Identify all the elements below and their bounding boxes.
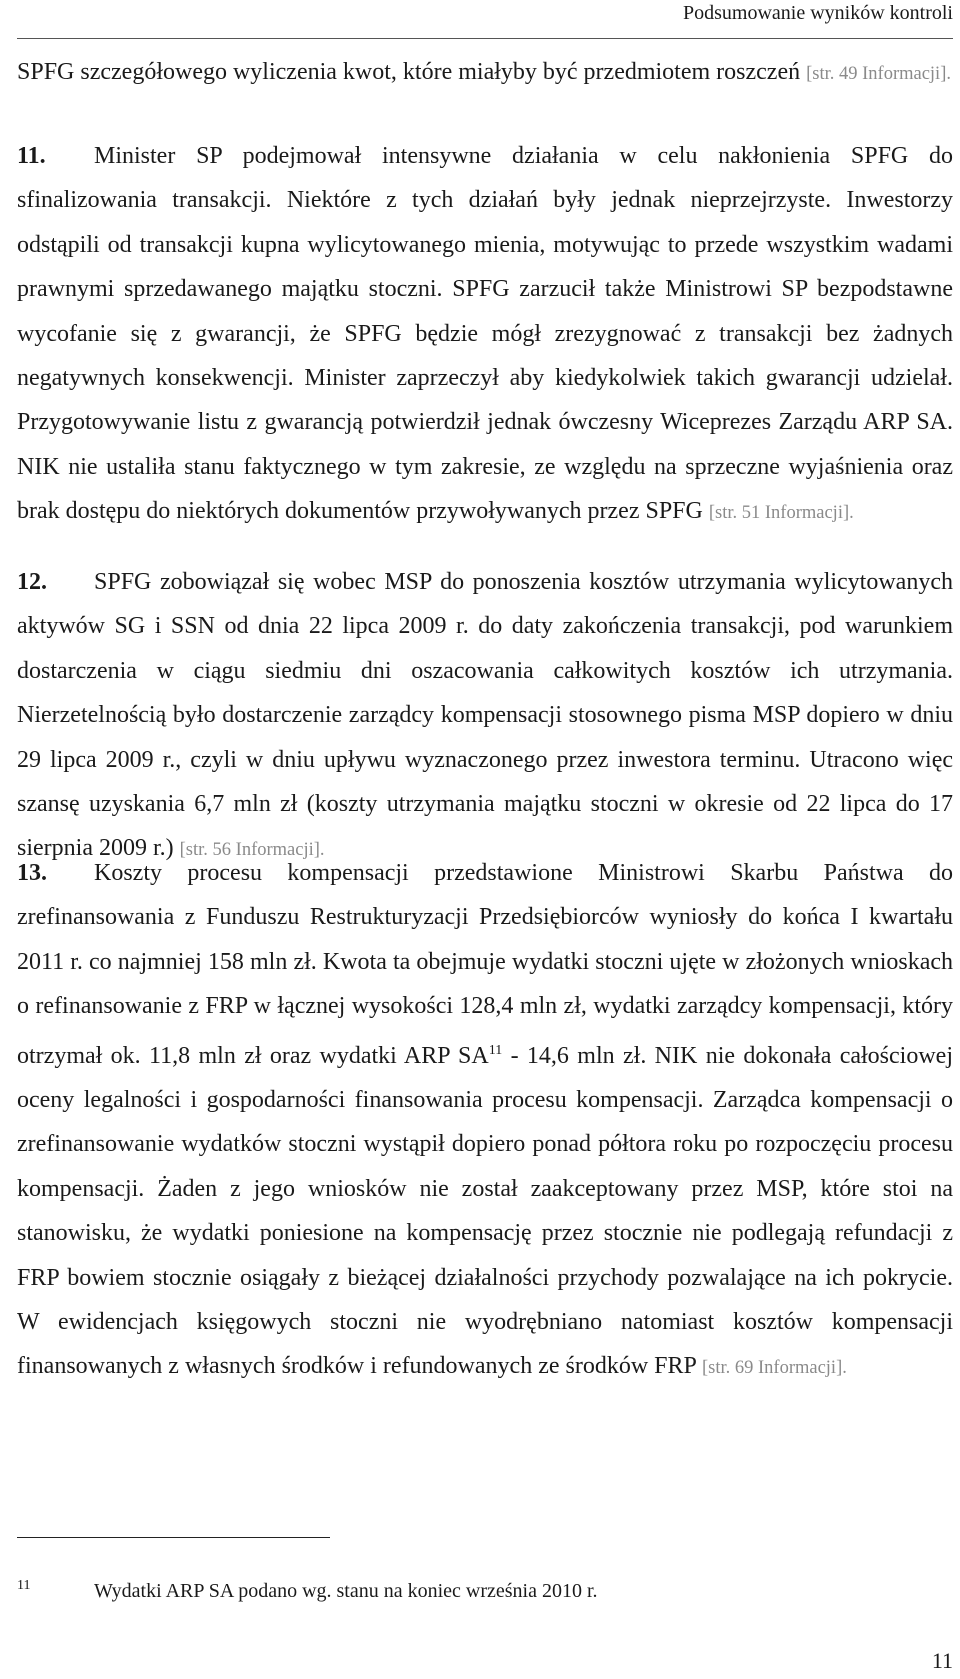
- paragraph-number: 13.: [17, 860, 47, 886]
- reference-link: [str. 56 Informacji].: [179, 840, 325, 861]
- footnote-separator: [17, 1537, 330, 1538]
- paragraph-number: 12.: [17, 569, 47, 595]
- paragraph-text: SPFG zobowiązał się wobec MSP do ponoszenia kosztów utrzymania wylicytowanych aktywów SG i SSN od dnia 22 lipca 2009 r. do daty zakończenia transakcji, pod warunkiem dostarczenia w ciągu siedmiu dni oszacowania całkowitych kosztów ich utrzymania. Nierzetelnością było dostarczenie zarządcy kompensacji stosownego pisma MSP dopiero w dniu 29 lipca 2009 r., czyli w dniu upływu wyznaczonego przez inwestora terminu. Utracono więc szansę uzyskania 6,7 mln zł (koszty utrzymania majątku stoczni w okresie od 22 lipca do 17 sierpnia 2009 r.): [17, 569, 953, 862]
- paragraph-13: [17, 851, 953, 1391]
- footnote-text: Wydatki ARP SA podano wg. stanu na koniec września 2010 r.: [94, 1580, 598, 1602]
- running-header: [17, 0, 953, 39]
- paragraph-text: Koszty procesu kompensacji przedstawione Ministrowi Skarbu Państwa do zrefinansowania z Funduszu Restrukturyzacji Przedsiębiorców wyniosły do końca I kwartału 2011 r. co najmniej 158 mln zł. Kwota ta obejmuje wydatki stoczni ujęte w złożonych wnioskach o refinansowanie z FRP w łącznej wysokości 128,4 mln zł, wydatki zarządcy kompensacji, który otrzymał ok. 11,8 mln zł oraz wydatki ARP SA: [17, 860, 953, 1069]
- reference-link: [str. 49 Informacji].: [806, 64, 951, 84]
- reference-link: [str. 51 Informacji].: [708, 503, 854, 524]
- paragraph-text: Minister SP podejmował intensywne działania w celu nakłonienia SPFG do sfinalizowania transakcji. Niektóre z tych działań były jednak nieprzejrzyste. Inwestorzy odstąpili od transakcji kupna wylicytowanego mienia, motywując to przede wszystkim wadami prawnymi sprzedawanego majątku stoczni. SPFG zarzucił także Ministrowi SP bezpodstawne wycofanie się z gwarancji, że SPFG będzie mógł zrezygnować z transakcji bez żadnych negatywnych konsekwencji. Minister zaprzeczył aby kiedykolwiek takich gwarancji udzielał. Przygotowywanie listu z gwarancją potwierdził jednak ówczesny Wiceprezes Zarządu ARP SA. NIK nie ustaliła stanu faktycznego w tym zakresie, ze względu na sprzeczne wyjaśnienia oraz brak dostępu do niektórych dokumentów przywoływanych przez SPFG: [17, 143, 953, 525]
- paragraph-text: SPFG szczegółowego wyliczenia kwot, które miałyby być przedmiotem roszczeń: [17, 59, 807, 85]
- paragraph-12: [17, 560, 953, 873]
- footnote-number: 11: [17, 1578, 31, 1593]
- paragraph-number: 11.: [17, 143, 46, 169]
- paragraph-intro: [17, 50, 953, 96]
- paragraph-11: [17, 134, 953, 536]
- header-title: Podsumowanie wyników kontroli: [683, 2, 953, 24]
- reference-link: [str. 69 Informacji].: [701, 1358, 847, 1379]
- paragraph-text-continued: - 14,6 mln zł. NIK nie dokonała całościowej oceny legalności i gospodarności finansowania procesu kompensacji. Zarządca kompensacji o zrefinansowanie wydatków stoczni wystąpił dopiero ponad półtora roku po rozpoczęciu procesu kompensacji. Żaden z jego wniosków nie został zaakceptowany przez MSP, które stoi na stanowisku, że wydatki poniesione na kompensację przez stocznie nie podlegają refundacji z FRP bowiem stocznie osiągały z bieżącej działalności przychody pozwalające na ich pokrycie. W ewidencjach księgowych stoczni nie wyodrębniano natomiast kosztów kompensacji finansowanych z własnych środków i refundowanych ze środków FRP: [17, 1042, 953, 1380]
- footnote-marker: 11: [488, 1042, 503, 1058]
- page-number: 11: [931, 1648, 953, 1673]
